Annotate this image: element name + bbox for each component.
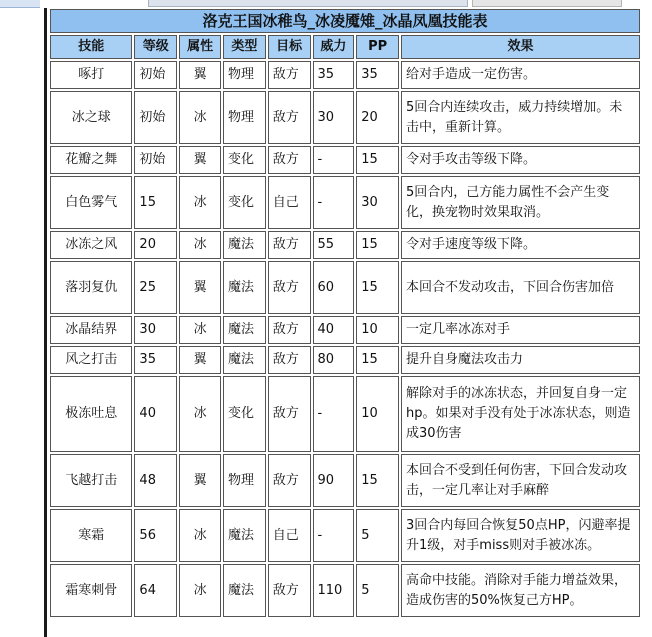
cell-type: 魔法 [223,509,266,562]
cell-level: 15 [134,176,177,229]
cell-pp: 15 [356,454,399,507]
table-row [50,91,640,144]
cell-target: 敌方 [268,454,311,507]
cell-effect: 令对手攻击等级下降。 [401,146,640,174]
table-row [50,454,640,507]
table-row [50,231,640,259]
cell-skill: 花瓣之舞 [50,146,132,174]
table-title: 洛克王国冰稚鸟_冰凌魇雉_冰晶凤凰技能表 [50,9,640,33]
page-left-border [44,8,47,637]
cell-type: 变化 [223,146,266,174]
cell-attribute: 翼 [179,146,221,174]
cell-target: 敌方 [268,61,311,89]
header-effect: 效果 [401,35,640,59]
cell-pp: 30 [356,176,399,229]
header-power: 威力 [313,35,355,59]
cell-pp: 10 [356,316,399,344]
cell-level: 30 [134,316,177,344]
cell-power: - [313,176,355,229]
cell-pp: 10 [356,376,399,452]
cell-power: 60 [313,261,355,314]
cell-pp: 15 [356,146,399,174]
cell-target: 敌方 [268,564,311,617]
browser-tab-active[interactable] [148,0,468,7]
table-row [50,346,640,374]
cell-power: - [313,376,355,452]
cell-level: 25 [134,261,177,314]
cell-type: 魔法 [223,261,266,314]
cell-pp: 15 [356,231,399,259]
cell-target: 敌方 [268,146,311,174]
table-row [50,376,640,452]
table-row [50,146,640,174]
cell-skill: 风之打击 [50,346,132,374]
cell-attribute: 冰 [179,231,221,259]
cell-power: 55 [313,231,355,259]
cell-effect: 一定几率冰冻对手 [401,316,640,344]
cell-effect: 3回合内每回合恢复50点HP，闪避率提升1级，对手miss则对手被冰冻。 [401,509,640,562]
cell-attribute: 冰 [179,509,221,562]
cell-skill: 寒霜 [50,509,132,562]
cell-pp: 5 [356,564,399,617]
cell-effect: 提升自身魔法攻击力 [401,346,640,374]
cell-skill: 冰冻之风 [50,231,132,259]
cell-level: 20 [134,231,177,259]
header-pp: PP [356,35,399,59]
cell-type: 变化 [223,176,266,229]
cell-target: 敌方 [268,261,311,314]
cell-type: 物理 [223,91,266,144]
cell-skill: 落羽复仇 [50,261,132,314]
cell-skill: 霜寒刺骨 [50,564,132,617]
cell-level: 56 [134,509,177,562]
cell-level: 64 [134,564,177,617]
cell-effect: 给对手造成一定伤害。 [401,61,640,89]
header-level: 等级 [134,35,177,59]
cell-skill: 极冻吐息 [50,376,132,452]
cell-type: 魔法 [223,231,266,259]
skill-table [48,7,642,619]
cell-power: 35 [313,61,355,89]
cell-attribute: 冰 [179,91,221,144]
cell-skill: 白色雾气 [50,176,132,229]
cell-effect: 本回合不受到任何伤害，下回合发动攻击，一定几率让对手麻醉 [401,454,640,507]
cell-level: 初始 [134,91,177,144]
cell-level: 40 [134,376,177,452]
cell-pp: 15 [356,346,399,374]
cell-target: 敌方 [268,231,311,259]
cell-effect: 解除对手的冰冻状态，并回复自身一定hp。如果对手没有处于冰冻状态，则造成30伤害 [401,376,640,452]
cell-target: 敌方 [268,316,311,344]
cell-power: 40 [313,316,355,344]
cell-target: 自己 [268,176,311,229]
cell-type: 魔法 [223,316,266,344]
cell-effect: 高命中技能。消除对手能力增益效果，造成伤害的50%恢复己方HP。 [401,564,640,617]
cell-effect: 令对手速度等级下降。 [401,231,640,259]
cell-skill: 冰之球 [50,91,132,144]
cell-attribute: 冰 [179,564,221,617]
cell-type: 魔法 [223,564,266,617]
table-row [50,316,640,344]
cell-effect: 本回合不发动攻击，下回合伤害加倍 [401,261,640,314]
header-type: 类型 [223,35,266,59]
header-attribute: 属性 [179,35,221,59]
cell-type: 物理 [223,454,266,507]
cell-type: 物理 [223,61,266,89]
cell-pp: 35 [356,61,399,89]
cell-attribute: 冰 [179,316,221,344]
browser-tab-left[interactable] [0,0,40,8]
cell-level: 初始 [134,61,177,89]
cell-level: 48 [134,454,177,507]
table-row [50,176,640,229]
cell-pp: 5 [356,509,399,562]
table-header-row [50,35,640,59]
cell-power: 110 [313,564,355,617]
cell-power: - [313,146,355,174]
cell-level: 初始 [134,146,177,174]
browser-tab-right[interactable] [472,0,622,7]
cell-power: 90 [313,454,355,507]
cell-type: 变化 [223,376,266,452]
table-row [50,261,640,314]
cell-attribute: 冰 [179,376,221,452]
cell-skill: 啄打 [50,61,132,89]
cell-skill: 冰晶结界 [50,316,132,344]
table-row [50,61,640,89]
table-body [50,61,640,617]
cell-pp: 20 [356,91,399,144]
cell-attribute: 冰 [179,176,221,229]
cell-power: 30 [313,91,355,144]
cell-effect: 5回合内连续攻击，威力持续增加。未击中，重新计算。 [401,91,640,144]
cell-type: 魔法 [223,346,266,374]
cell-effect: 5回合内，己方能力属性不会产生变化，换宠物时效果取消。 [401,176,640,229]
cell-level: 35 [134,346,177,374]
cell-target: 敌方 [268,91,311,144]
cell-target: 敌方 [268,346,311,374]
cell-attribute: 翼 [179,261,221,314]
cell-target: 敌方 [268,376,311,452]
cell-target: 自己 [268,509,311,562]
cell-skill: 飞越打击 [50,454,132,507]
cell-attribute: 翼 [179,346,221,374]
cell-power: 80 [313,346,355,374]
table-row [50,509,640,562]
header-skill: 技能 [50,35,132,59]
table-row [50,564,640,617]
cell-pp: 15 [356,261,399,314]
cell-attribute: 翼 [179,454,221,507]
cell-attribute: 翼 [179,61,221,89]
cell-power: - [313,509,355,562]
header-target: 目标 [268,35,311,59]
